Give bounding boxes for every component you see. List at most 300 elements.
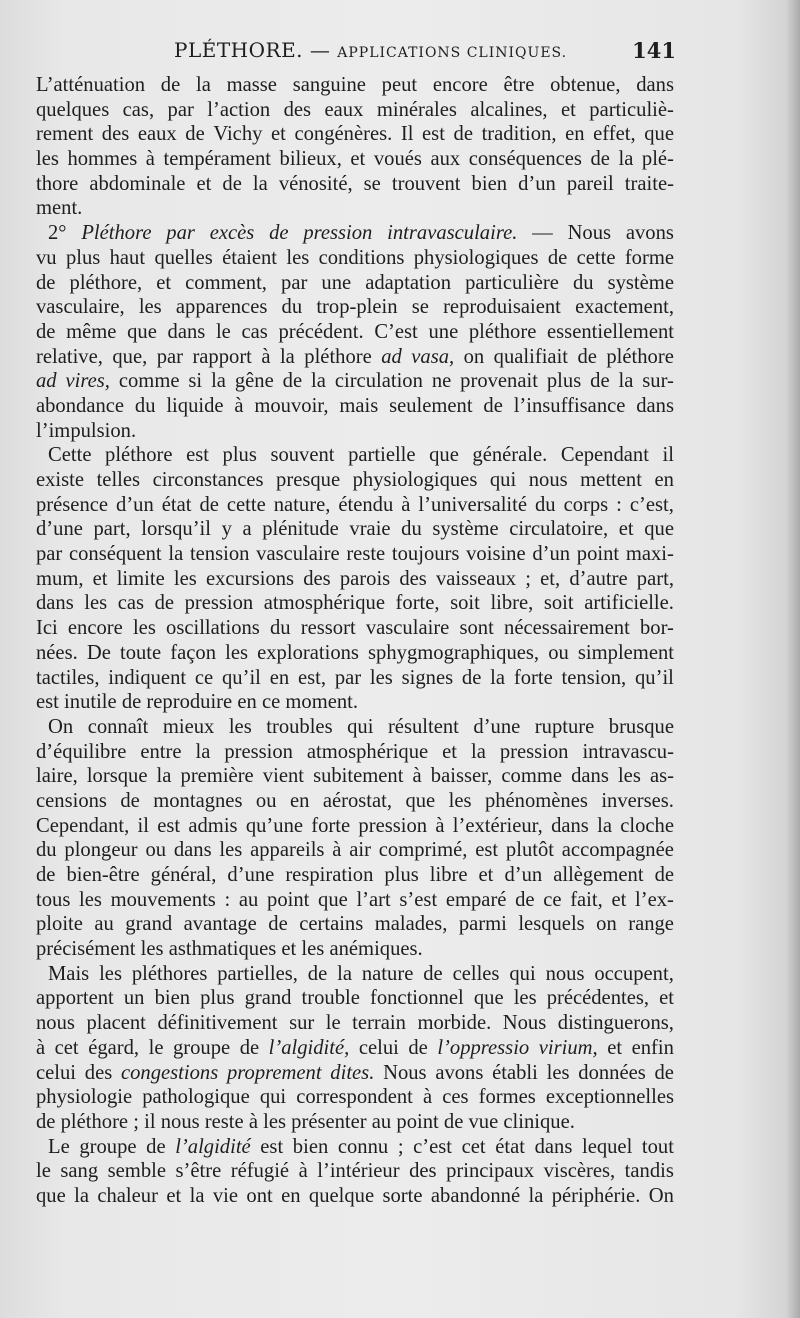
word: l’universalité: [418, 493, 528, 516]
text-line: [36, 271, 674, 296]
word: reste: [204, 1110, 244, 1133]
word: précédent.: [278, 320, 364, 343]
word: rement: [36, 123, 94, 146]
word: et: [560, 98, 576, 121]
word: reproduisaient: [443, 296, 561, 319]
word: ce: [194, 666, 214, 689]
word: traite-: [624, 172, 674, 195]
text-line: [36, 567, 674, 592]
word: vue: [468, 1110, 499, 1133]
word: de: [185, 123, 205, 146]
word: de: [154, 592, 175, 615]
word: eaux: [324, 98, 364, 121]
text-line: [36, 962, 674, 987]
word: ce: [543, 888, 562, 911]
word: d’une: [473, 715, 521, 738]
word: la: [211, 370, 226, 393]
word: du: [134, 394, 156, 417]
word: l’oppressio: [437, 1036, 530, 1059]
word: —: [532, 222, 553, 245]
word: presque: [276, 469, 341, 491]
word: groupe: [79, 1135, 137, 1158]
word: la: [470, 740, 486, 763]
word: étaient: [222, 246, 278, 269]
word: de: [120, 789, 140, 812]
word: les: [228, 715, 252, 738]
word: ploite: [36, 913, 83, 936]
word: circulatoire,: [509, 518, 609, 541]
word: de: [577, 345, 597, 368]
word: nous: [528, 469, 568, 491]
word: explorations: [257, 641, 359, 664]
word: comme: [501, 765, 563, 788]
word: ressort: [300, 617, 356, 640]
word: et: [618, 518, 634, 541]
word: l’art: [356, 888, 391, 911]
word: forte: [311, 814, 351, 837]
word: qu’il: [222, 666, 261, 689]
word: les: [173, 567, 197, 590]
word: souvent: [270, 444, 335, 467]
word: particuliè-: [589, 98, 674, 121]
word: congénères.: [294, 123, 393, 146]
word: qu’une: [245, 814, 304, 837]
word: soit: [450, 592, 480, 615]
word: de: [222, 172, 242, 195]
word: vaisseaux: [435, 567, 517, 590]
word: de: [590, 148, 610, 171]
word: état: [495, 1135, 525, 1158]
word: la: [311, 370, 326, 393]
text-line: [36, 1085, 674, 1110]
word: présenter: [291, 1110, 367, 1133]
word: aérostat,: [322, 789, 392, 812]
word: est,: [297, 666, 326, 689]
text-line: [36, 443, 674, 468]
word: corps: [563, 493, 609, 516]
text-line: [36, 666, 674, 691]
word: dans: [571, 765, 609, 788]
word: la: [189, 1184, 205, 1207]
word: mum,: [36, 567, 84, 590]
word: la: [597, 814, 612, 837]
word: pression: [224, 740, 293, 763]
word: hommes: [67, 148, 138, 171]
word: de: [515, 888, 535, 911]
word: y: [221, 518, 232, 541]
word: toute: [119, 641, 162, 664]
word: des: [101, 123, 130, 146]
word: et: [281, 938, 297, 961]
word: que: [644, 123, 674, 146]
word: accompagnée: [561, 839, 674, 862]
word: tactiles,: [36, 666, 100, 689]
word: les: [369, 666, 393, 689]
word: brusque: [608, 715, 674, 738]
word: du: [572, 271, 594, 294]
word: haut: [109, 246, 146, 269]
word: tandis: [624, 1160, 674, 1183]
text-line: [36, 73, 674, 98]
word: Vichy: [213, 123, 263, 146]
word: essentiellement: [547, 320, 674, 343]
word: sphygmographiques,: [368, 641, 540, 664]
word: de: [199, 493, 219, 516]
text-line: [36, 789, 674, 814]
word: définitivement: [157, 1012, 278, 1035]
word: être: [503, 74, 535, 96]
word: on: [463, 345, 485, 368]
word: ou: [548, 641, 569, 664]
word: libre,: [490, 592, 534, 615]
word: les: [513, 987, 537, 1010]
word: de: [590, 370, 610, 393]
word: exactement,: [575, 296, 674, 319]
word: état: [161, 493, 192, 516]
word: de: [547, 246, 568, 269]
word: reproduire: [146, 691, 233, 714]
word: vasa,: [411, 345, 455, 368]
word: d’équilibre: [36, 740, 127, 763]
word: simplement: [577, 641, 674, 664]
word: Le: [48, 1135, 70, 1158]
word: part,: [93, 518, 131, 541]
word: eaux: [137, 123, 177, 146]
word: :: [224, 888, 231, 911]
header-dash: —: [309, 38, 331, 62]
word: inverses.: [601, 789, 674, 812]
word: il: [137, 814, 149, 837]
word: dans: [534, 1135, 573, 1158]
text-line: [36, 1135, 674, 1160]
word: reste: [346, 543, 386, 566]
word: à: [401, 493, 411, 516]
word: bien: [292, 1135, 329, 1158]
word: intravasculaire.: [387, 222, 518, 245]
word: nous: [36, 1012, 75, 1035]
word: montagnes: [153, 789, 243, 812]
word: que: [644, 518, 674, 541]
word: d’un: [518, 172, 556, 195]
word: plongeur: [64, 839, 138, 862]
word: tradition,: [481, 123, 557, 146]
word: la: [337, 962, 352, 985]
word: précédentes,: [546, 987, 650, 1010]
word: périphérie.: [551, 1184, 641, 1207]
word: et,: [540, 567, 561, 590]
word: comprimé,: [378, 839, 468, 862]
word: de: [121, 691, 142, 714]
word: grand: [125, 913, 173, 936]
word: sont: [459, 617, 494, 640]
word: est: [260, 1135, 284, 1158]
word: nées.: [36, 641, 78, 664]
word: encore: [432, 74, 488, 96]
word: adaptation: [365, 271, 452, 294]
word: quelles: [154, 246, 213, 269]
word: présence: [36, 493, 109, 516]
word: du: [535, 493, 556, 516]
word: une: [428, 320, 459, 343]
word: l’insuffisance: [513, 394, 626, 417]
word: conséquent: [69, 543, 162, 566]
word: c’est,: [629, 493, 674, 516]
text-line: [36, 419, 674, 444]
word: le: [148, 1036, 164, 1059]
word: libre: [429, 864, 468, 886]
word: nature,: [273, 493, 331, 516]
word: avons: [625, 222, 674, 245]
word: données: [578, 1061, 646, 1084]
word: un: [123, 987, 145, 1010]
word: moment.: [285, 691, 359, 714]
word: celui: [358, 1036, 399, 1059]
text-line: [36, 1061, 674, 1086]
word: par: [167, 98, 194, 121]
word: que: [127, 320, 157, 343]
word: des: [283, 98, 312, 121]
word: de: [282, 370, 303, 393]
word: soit: [543, 592, 574, 615]
word: du: [401, 518, 422, 541]
word: Ici: [36, 617, 58, 640]
word: vires,: [65, 370, 110, 393]
word: trouble: [301, 987, 360, 1010]
word: pression: [358, 814, 428, 837]
word: l’algidité,: [268, 1036, 350, 1059]
word: cette: [576, 246, 616, 269]
word: les: [263, 1110, 287, 1133]
word: seulement: [389, 394, 473, 417]
word: de: [239, 1036, 260, 1059]
word: connu: [337, 1135, 389, 1158]
word: tension: [189, 543, 250, 566]
word: anémiques.: [329, 938, 423, 961]
word: établi: [492, 1061, 538, 1084]
word: cas: [241, 320, 268, 343]
word: abondance: [36, 394, 125, 417]
word: distinguerons,: [557, 1012, 674, 1035]
word: l’action: [207, 98, 271, 121]
word: vénosité,: [278, 172, 353, 195]
word: du: [270, 617, 291, 640]
word: des: [399, 567, 427, 590]
word: virium,: [538, 1036, 598, 1059]
word: atmosphérique: [306, 740, 429, 763]
word: oscillations: [166, 617, 260, 640]
word: mieux: [162, 715, 215, 738]
word: Mais: [48, 962, 90, 985]
word: vie: [212, 1184, 239, 1207]
word: connaît: [87, 715, 149, 738]
word: ne: [431, 370, 452, 393]
word: mais: [339, 394, 379, 417]
word: ou: [145, 839, 167, 862]
word: et: [271, 123, 286, 146]
word: lesquels: [518, 913, 585, 936]
word: la: [528, 1184, 544, 1207]
word: appareils: [250, 839, 325, 862]
word: est: [475, 839, 499, 862]
word: asthmatiques: [168, 938, 277, 961]
word: de: [269, 222, 289, 245]
word: forte: [513, 666, 553, 689]
word: occupent,: [594, 962, 674, 985]
word: entre: [140, 740, 182, 763]
running-title: [174, 38, 567, 62]
word: de: [654, 1061, 674, 1084]
word: masse: [226, 74, 277, 96]
word: des: [84, 1061, 113, 1084]
word: ces: [442, 1086, 469, 1109]
text-line: [36, 196, 674, 221]
word: et: [478, 864, 494, 886]
word: certains: [299, 913, 364, 936]
word: semble: [107, 1160, 166, 1183]
word: cloche: [620, 814, 674, 837]
word: circulation: [334, 370, 423, 393]
word: laire,: [36, 765, 78, 788]
word: tempérament: [163, 148, 271, 171]
word: vu: [36, 246, 57, 269]
text-line: [36, 246, 674, 271]
word: range: [628, 913, 674, 936]
word: cas,: [122, 98, 155, 121]
word: il: [662, 444, 674, 467]
word: nature: [361, 962, 414, 985]
word: fonctionnel: [369, 987, 464, 1010]
word: de: [36, 320, 56, 343]
word: les: [225, 641, 249, 664]
word: sanguine: [292, 74, 366, 96]
word: la: [168, 543, 184, 566]
word: et: [607, 1036, 623, 1059]
word: qui: [489, 469, 517, 491]
word: particulière: [465, 271, 559, 294]
word: celui: [36, 1061, 77, 1084]
word: vasculaire: [256, 543, 340, 566]
word: cas: [117, 592, 145, 615]
word: la: [252, 172, 268, 195]
word: pathologique: [142, 1086, 250, 1109]
word: bilieux,: [279, 148, 342, 171]
running-header: [36, 38, 676, 66]
word: la: [195, 74, 211, 96]
word: circonstances: [152, 469, 264, 491]
word: sorte: [382, 1184, 423, 1207]
word: que: [36, 1184, 66, 1207]
word: par: [334, 666, 362, 689]
word: excès: [209, 222, 255, 245]
word: l’impulsion.: [36, 419, 137, 442]
word: 2°: [48, 222, 67, 245]
word: pression: [184, 592, 254, 615]
text-line: [36, 295, 674, 320]
word: réfugié: [230, 1160, 290, 1183]
word: phénomènes: [484, 789, 588, 812]
word: et: [92, 567, 108, 590]
word: qui: [347, 715, 374, 738]
word: voisine: [466, 543, 526, 566]
word: l’ex-: [635, 888, 674, 911]
word: dites.: [330, 1061, 375, 1084]
word: l’algidité: [175, 1135, 251, 1158]
word: partielles,: [217, 962, 298, 985]
word: pléthore: [468, 320, 537, 343]
word: s’est: [399, 888, 438, 911]
word: placent: [86, 1012, 146, 1035]
word: Cependant,: [36, 814, 130, 837]
word: dans: [636, 74, 674, 96]
text-line: [36, 320, 674, 345]
word: a: [242, 518, 252, 541]
word: terrain: [352, 1012, 406, 1035]
text-line: [36, 616, 674, 641]
word: le: [36, 1160, 51, 1183]
text-line: [36, 740, 674, 765]
word: le: [325, 1012, 341, 1035]
word: les: [138, 296, 162, 319]
word: en: [237, 691, 257, 714]
word: pléthore: [105, 444, 173, 467]
word: de: [654, 864, 674, 886]
word: Nous: [567, 222, 612, 245]
text-line: [36, 641, 674, 666]
word: conséquences: [468, 148, 582, 171]
text-line: [36, 838, 674, 863]
word: atmosphérique: [263, 592, 385, 615]
word: l’extérieur,: [452, 814, 543, 837]
word: une: [321, 271, 352, 294]
word: provenait: [460, 370, 538, 393]
word: qui: [509, 962, 536, 985]
word: à: [234, 394, 244, 417]
word: gêne: [234, 370, 274, 393]
word: mettent: [580, 469, 642, 491]
word: de: [408, 1036, 428, 1059]
word: des: [303, 567, 331, 590]
word: ;: [133, 1110, 139, 1133]
word: mouvoir,: [254, 394, 329, 417]
word: De: [86, 641, 111, 664]
word: On: [48, 715, 74, 738]
word: cet: [54, 1036, 79, 1059]
word: des: [409, 1160, 437, 1183]
word: nous: [545, 962, 585, 985]
word: point: [396, 1110, 439, 1133]
word: si: [188, 370, 203, 393]
word: générale.: [472, 444, 548, 467]
text-line: [36, 863, 674, 888]
word: avons: [435, 1061, 484, 1084]
word: plus: [546, 370, 582, 393]
word: par: [156, 345, 183, 368]
word: il: [144, 1110, 156, 1133]
text-line: [36, 147, 674, 172]
word: qui: [259, 1086, 287, 1109]
text-line: [36, 814, 674, 839]
word: conditions: [318, 246, 405, 269]
word: à: [412, 765, 422, 788]
word: est: [36, 691, 59, 714]
word: L’atténuation: [36, 74, 146, 96]
word: plénitude: [262, 518, 339, 541]
word: maxi-: [625, 543, 674, 566]
word: forte,: [395, 592, 440, 615]
word: apportent: [36, 987, 114, 1010]
text-line: [36, 715, 674, 740]
word: système: [607, 271, 674, 294]
